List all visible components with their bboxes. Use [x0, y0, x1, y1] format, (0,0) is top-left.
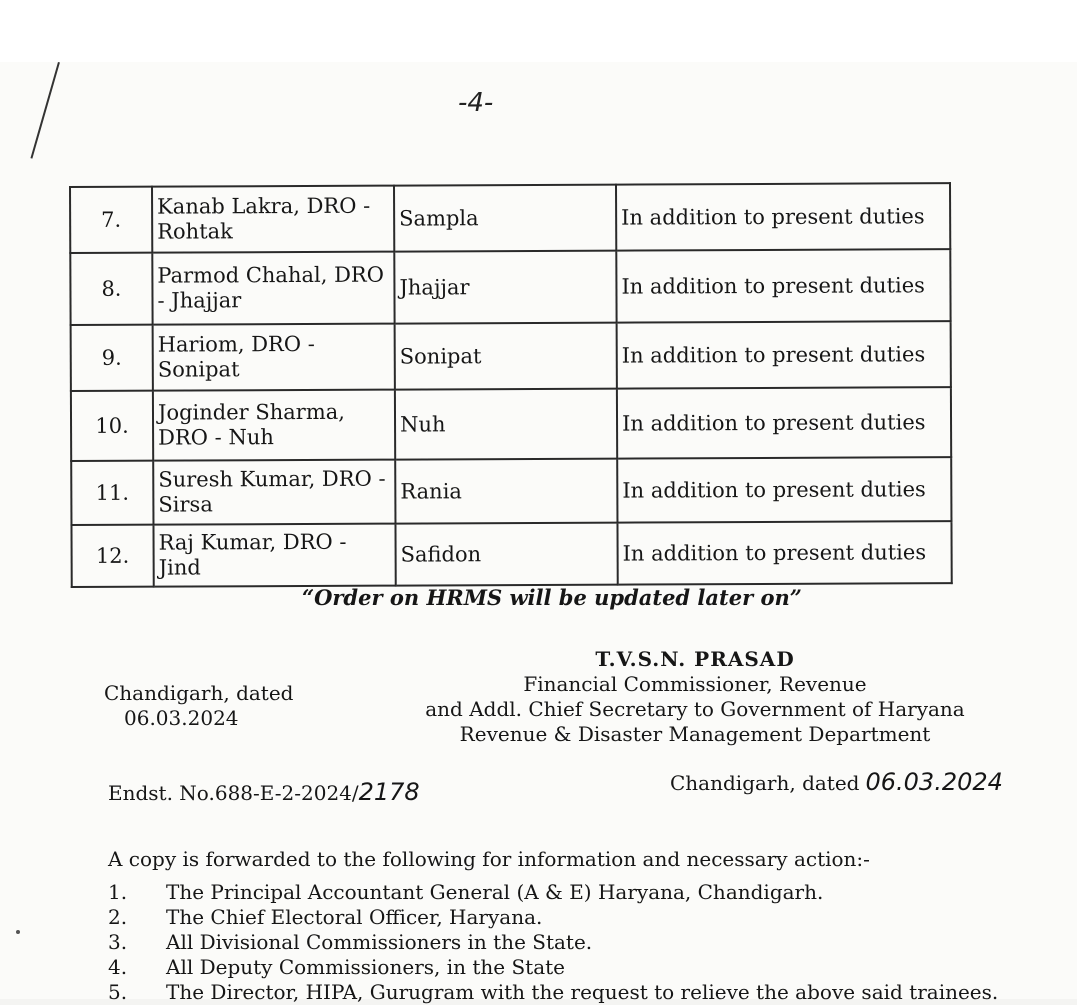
handwritten-number: 2178	[358, 778, 420, 806]
serial-number: 11.	[71, 461, 153, 525]
place-date	[104, 681, 293, 731]
endorsement-number	[108, 778, 420, 806]
list-number: 2.	[108, 905, 128, 929]
hrms-note: “Order on HRMS will be updated later on”	[302, 585, 802, 610]
remarks: In addition to present duties	[617, 321, 951, 388]
table-row	[70, 249, 950, 325]
list-text: All Divisional Commissioners in the State.	[166, 930, 593, 954]
remarks: In addition to present duties	[617, 387, 951, 458]
table-row	[71, 387, 951, 461]
signatory-department: Revenue & Disaster Management Department	[459, 722, 931, 746]
place-label: Chandigarh, dated	[104, 681, 294, 705]
remarks: In addition to present duties	[617, 457, 951, 522]
officer-name: Parmod Chahal, DRO - Jhajjar	[152, 252, 394, 325]
serial-number: 12.	[71, 525, 153, 587]
serial-number: 9.	[71, 325, 153, 391]
copy-recipients-list	[108, 880, 998, 1005]
forward-text: A copy is forwarded to the following for information and necessary action:-	[108, 847, 870, 871]
list-text: All Deputy Commissioners, in the State	[166, 955, 566, 979]
list-item	[108, 980, 998, 1005]
punch-mark	[16, 930, 20, 934]
serial-number: 7.	[70, 187, 152, 253]
list-text: The Chief Electoral Officer, Haryana.	[166, 905, 543, 929]
posting-place: Sonipat	[395, 323, 617, 390]
table-row	[70, 183, 950, 253]
remarks: In addition to present duties	[617, 521, 951, 584]
table-row	[71, 521, 951, 587]
officer-name: Kanab Lakra, DRO - Rohtak	[152, 186, 394, 253]
list-item	[108, 930, 998, 955]
list-item	[108, 905, 998, 930]
list-text: The Director, HIPA, Gurugram with the request to relieve the above said trainees.	[166, 980, 999, 1004]
signatory-designation-2: and Addl. Chief Secretary to Government of Haryana	[425, 697, 965, 721]
handwritten-date: 06.03.2024	[865, 768, 1003, 796]
officer-name: Raj Kumar, DRO - Jind	[153, 524, 395, 587]
posting-place: Jhajjar	[394, 251, 616, 324]
endorsement-date	[670, 768, 1003, 796]
signatory-block	[415, 647, 975, 747]
serial-number: 10.	[71, 391, 153, 461]
list-number: 4.	[108, 955, 128, 979]
table-row	[71, 321, 951, 391]
serial-number: 8.	[70, 253, 152, 325]
endorsement-dated-label: Chandigarh, dated	[670, 771, 860, 795]
list-text: The Principal Accountant General (A & E) Haryana, Chandigarh.	[166, 880, 824, 904]
officer-name: Hariom, DRO - Sonipat	[153, 324, 395, 391]
top-margin	[0, 0, 1077, 62]
list-item	[108, 955, 998, 980]
posting-place: Rania	[395, 459, 617, 524]
remarks: In addition to present duties	[616, 183, 950, 250]
officer-name: Suresh Kumar, DRO - Sirsa	[153, 460, 395, 525]
posting-place: Nuh	[395, 389, 617, 460]
signatory-designation-1: Financial Commissioner, Revenue	[523, 672, 867, 696]
list-number: 1.	[108, 880, 128, 904]
order-date: 06.03.2024	[124, 706, 239, 730]
table-row	[71, 457, 951, 525]
remarks: In addition to present duties	[616, 249, 950, 322]
posting-place: Safidon	[395, 523, 617, 586]
page-number: -4-	[458, 88, 494, 118]
posting-place: Sampla	[394, 185, 616, 252]
list-number: 3.	[108, 930, 128, 954]
list-number: 5.	[108, 980, 128, 1004]
signatory-name: T.V.S.N. PRASAD	[595, 647, 795, 671]
officer-name: Joginder Sharma, DRO - Nuh	[153, 390, 395, 461]
postings-table	[69, 182, 953, 588]
list-item	[108, 880, 998, 905]
endorsement-prefix: Endst. No.688-E-2-2024/	[108, 781, 359, 805]
